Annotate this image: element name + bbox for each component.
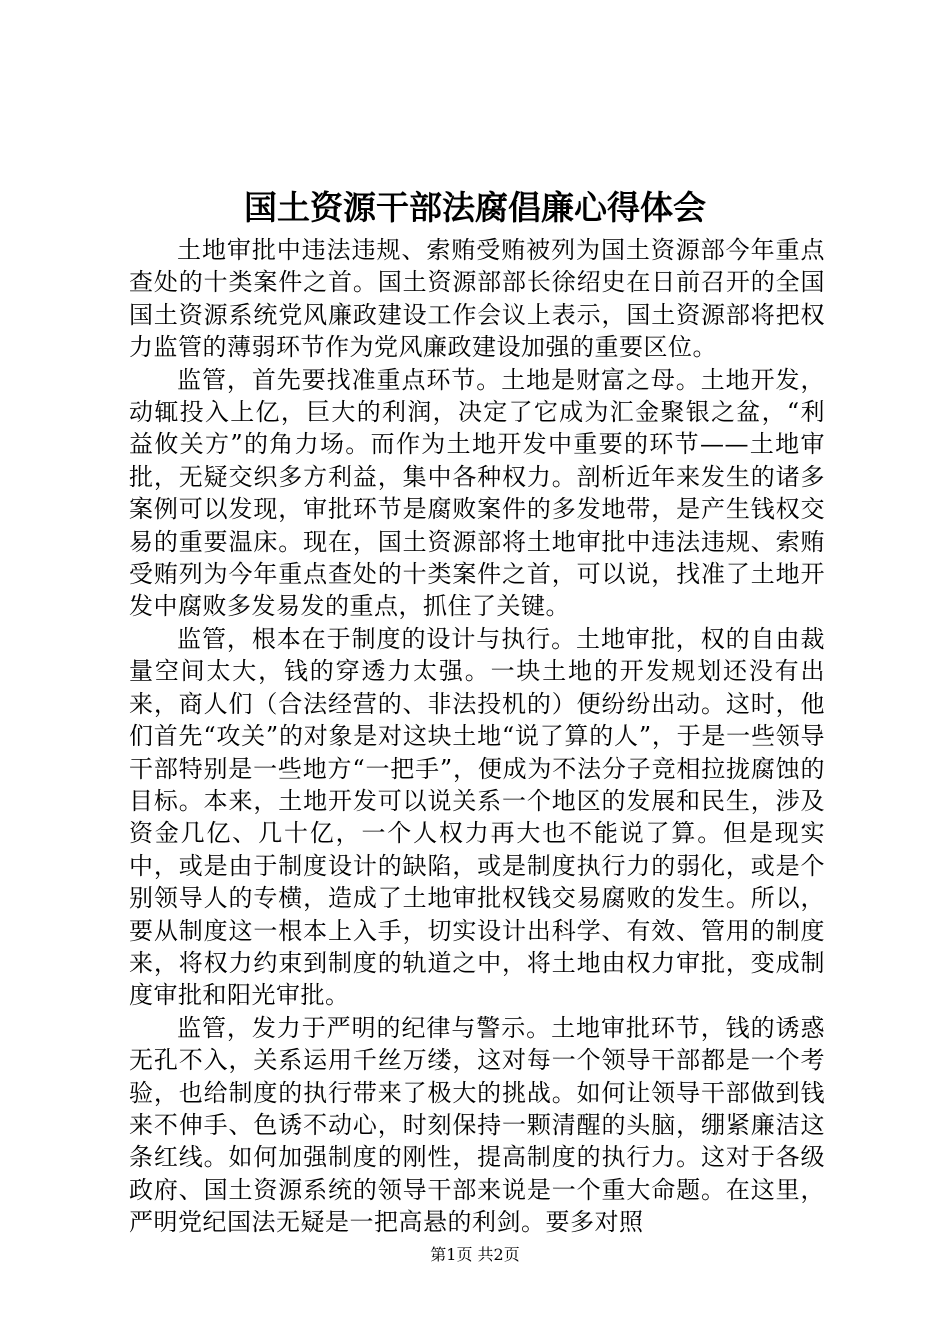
document-title: 国土资源干部法腐倡廉心得体会	[244, 188, 706, 227]
document-body	[129, 234, 825, 1239]
page-number-footer: 第1页 共2页	[430, 1245, 520, 1264]
paragraph-1: 土地审批中违法违规、索贿受贿被列为国土资源部今年重点查处的十类案件之首。国土资源部部长徐绍史在日前召开的全国国土资源系统党风廉政建设工作会议上表示，国土资源部将把权力监管的薄弱环节作为党风廉政建设加强的重要区位。	[129, 236, 825, 362]
paragraph-4: 监管，发力于严明的纪律与警示。土地审批环节，钱的诱惑无孔不入，关系运用千丝万缕，这对每一个领导干部都是一个考验，也给制度的执行带来了极大的挑战。如何让领导干部做到钱来不伸手、色诱不动心，时刻保持一颗清醒的头脑，绷紧廉洁这条红线。如何加强制度的刚性，提高制度的执行力。这对于各级政府、国土资源系统的领导干部来说是一个重大命题。在这里，严明党纪国法无疑是一把高悬的利剑。要多对照	[129, 1013, 825, 1237]
paragraph-2: 监管，首先要找准重点环节。土地是财富之母。土地开发，动辄投入上亿，巨大的利润，决定了它成为汇金聚银之盆，“利益攸关方”的角力场。而作为土地开发中重要的环节——土地审批，无疑交织多方利益，集中各种权力。剖析近年来发生的诸多案例可以发现，审批环节是腐败案件的多发地带，是产生钱权交易的重要温床。现在，国土资源部将土地审批中违法违规、索贿受贿列为今年重点查处的十类案件之首，可以说，找准了土地开发中腐败多发易发的重点，抓住了关键。	[129, 365, 825, 621]
paragraph-3: 监管，根本在于制度的设计与执行。土地审批，权的自由裁量空间太大，钱的穿透力太强。一块土地的开发规划还没有出来，商人们（合法经营的、非法投机的）便纷纷出动。这时，他们首先“攻关”的对象是对这块土地“说了算的人”，于是一些领导干部特别是一些地方“一把手”，便成为不法分子竞相拉拢腐蚀的目标。本来，土地开发可以说关系一个地区的发展和民生，涉及资金几亿、几十亿，一个人权力再大也不能说了算。但是现实中，或是由于制度设计的缺陷，或是制度执行力的弱化，或是个别领导人的专横，造成了土地审批权钱交易腐败的发生。所以，要从制度这一根本上入手，切实设计出科学、有效、管用的制度来，将权力约束到制度的轨道之中，将土地由权力审批，变成制度审批和阳光审批。	[129, 624, 825, 1010]
